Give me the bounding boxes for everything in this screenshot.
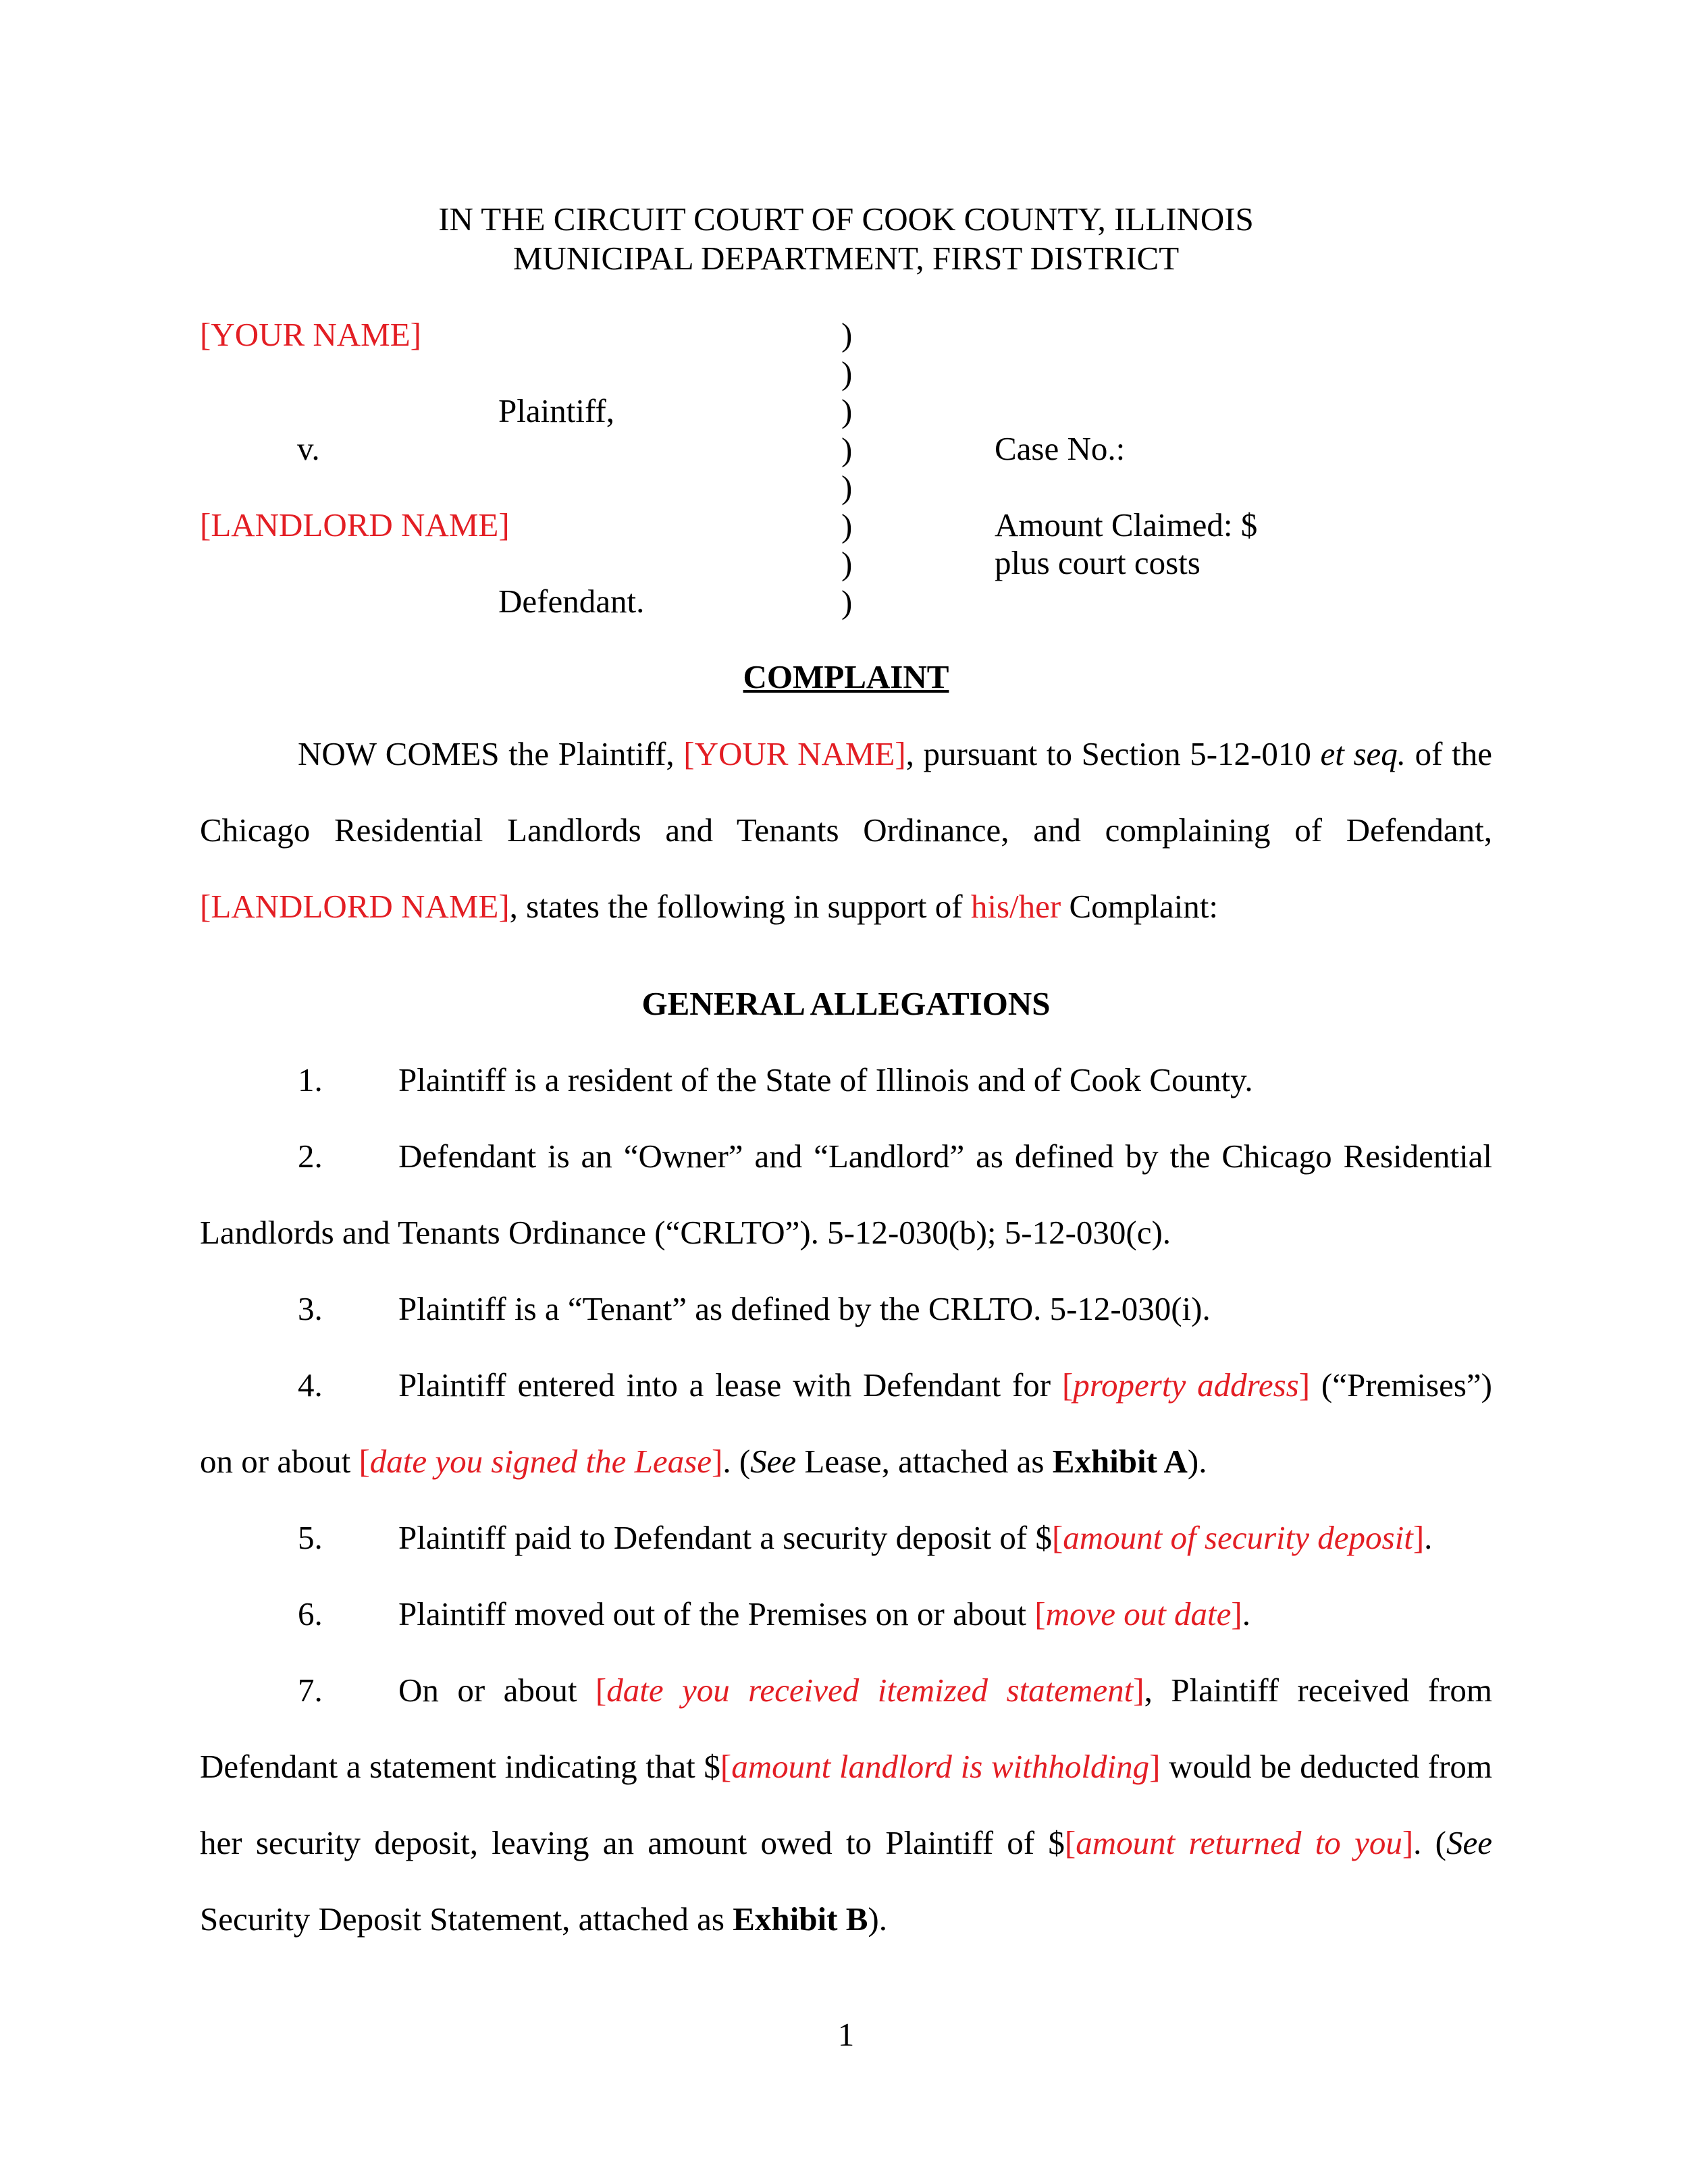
placeholder-text: ] — [1231, 1595, 1242, 1632]
placeholder-text: ] — [1149, 1748, 1161, 1785]
allegation-item — [200, 1652, 1492, 1957]
paren: ) — [841, 469, 853, 506]
text-segment: Security Deposit Statement, attached as — [200, 1900, 733, 1938]
court-name: IN THE CIRCUIT COURT OF COOK COUNTY, ILLINOIS — [438, 201, 1254, 238]
text-segment: ). — [868, 1900, 887, 1938]
page-number: 1 — [837, 2016, 855, 2053]
text-segment: See — [1446, 1824, 1492, 1861]
allegation-number: 2. — [298, 1138, 323, 1175]
text-segment: , pursuant to Section 5-12-010 — [905, 735, 1321, 772]
text-segment: Plaintiff is a resident of the State of Illinois and of Cook County. — [398, 1061, 1253, 1098]
placeholder-text: amount landlord is withholding — [731, 1748, 1150, 1785]
caption-parentheses — [841, 316, 852, 621]
placeholder-text: move out date — [1045, 1595, 1232, 1632]
allegation-item — [200, 1271, 1492, 1347]
placeholder-text: property address — [1073, 1366, 1299, 1404]
text-segment: et seq. — [1320, 735, 1406, 772]
allegation-item — [200, 1499, 1492, 1576]
placeholder-text: ] — [1413, 1519, 1425, 1556]
placeholder-text: [ — [359, 1443, 370, 1480]
paren: ) — [841, 545, 853, 582]
text-segment: Plaintiff moved out of the Premises on or about — [398, 1595, 1035, 1632]
allegation-item — [200, 1347, 1492, 1499]
placeholder-text: [ — [1051, 1519, 1063, 1556]
allegation-item — [200, 1576, 1492, 1652]
text-segment: Defendant is an “Owner” and “Landlord” as defined by the Chicago Residential Landlords and Tenants Ordinance (“CRLTO”). 5-12-030(b); 5-12-030(c). — [200, 1138, 1492, 1251]
paren: ) — [841, 583, 853, 620]
text-segment: See — [750, 1443, 797, 1480]
text-segment: , Plaintiff received from Defendant a statement indicating that $ — [200, 1672, 1492, 1785]
paren: ) — [841, 354, 853, 392]
placeholder-text: [YOUR NAME] — [683, 735, 906, 772]
court-costs-label: plus court costs — [995, 544, 1201, 581]
text-segment: . ( — [722, 1443, 751, 1480]
placeholder-text: date you signed the Lease — [369, 1443, 712, 1480]
text-segment: Lease, attached as — [796, 1443, 1053, 1480]
placeholder-text: ] — [1298, 1366, 1311, 1404]
text-segment: NOW COMES the Plaintiff, — [298, 735, 684, 772]
text-segment: , states the following in support of — [509, 888, 971, 925]
allegations-list — [200, 1042, 1492, 1957]
intro-paragraph — [200, 716, 1492, 944]
placeholder-text: ] — [712, 1443, 723, 1480]
placeholder-text: [ — [1061, 1366, 1074, 1404]
text-segment: Exhibit A — [1052, 1443, 1188, 1480]
allegation-item — [200, 1042, 1492, 1118]
text-segment: would be deducted from her security deposit, leaving an amount owed to Plaintiff of $ — [200, 1748, 1492, 1861]
text-segment: Plaintiff is a “Tenant” as defined by the CRLTO. 5-12-030(i). — [398, 1290, 1211, 1327]
allegation-number: 1. — [298, 1061, 323, 1098]
placeholder-text: his/her — [970, 888, 1061, 925]
case-number-label: Case No.: — [995, 430, 1126, 467]
paren: ) — [841, 430, 853, 468]
placeholder-text: amount of security deposit — [1063, 1519, 1413, 1556]
allegation-number: 4. — [298, 1366, 323, 1404]
placeholder-text: ] — [1133, 1672, 1144, 1709]
text-segment: Plaintiff entered into a lease with Defendant for — [398, 1366, 1062, 1404]
paren: ) — [841, 392, 853, 429]
text-segment: Complaint: — [1061, 888, 1218, 925]
text-segment: . — [1242, 1595, 1250, 1632]
defendant-label: Defendant. — [498, 583, 645, 620]
allegation-item — [200, 1118, 1492, 1271]
defendant-name: [LANDLORD NAME] — [200, 506, 510, 543]
allegation-number: 3. — [298, 1290, 323, 1327]
allegation-number: 5. — [298, 1519, 323, 1556]
paren: ) — [841, 506, 853, 544]
allegation-number: 6. — [298, 1595, 323, 1632]
text-segment: Exhibit B — [733, 1900, 868, 1938]
text-segment: . ( — [1413, 1824, 1446, 1861]
versus-label: v. — [297, 430, 320, 467]
plaintiff-label: Plaintiff, — [498, 392, 614, 429]
text-segment: (“Premises”) on or about — [200, 1366, 1492, 1480]
text-segment: of the Chicago Residential Landlords and Tenants Ordinance, and complaining of Defendant, — [200, 735, 1492, 849]
placeholder-text: [ — [1064, 1824, 1076, 1861]
allegation-number: 7. — [298, 1672, 323, 1709]
court-department: MUNICIPAL DEPARTMENT, FIRST DISTRICT — [512, 240, 1180, 277]
placeholder-text: [LANDLORD NAME] — [200, 888, 510, 925]
text-segment: . — [1424, 1519, 1433, 1556]
document-title: COMPLAINT — [743, 658, 949, 695]
placeholder-text: date you received itemized statement — [606, 1672, 1134, 1709]
amount-claimed-label: Amount Claimed: $ — [995, 506, 1258, 543]
paren: ) — [841, 316, 853, 353]
text-segment: Plaintiff paid to Defendant a security deposit of $ — [398, 1519, 1052, 1556]
placeholder-text: ] — [1402, 1824, 1414, 1861]
placeholder-text: [ — [720, 1748, 732, 1785]
plaintiff-name: [YOUR NAME] — [200, 316, 421, 353]
placeholder-text: [ — [1034, 1595, 1046, 1632]
text-segment: On or about — [398, 1672, 596, 1709]
court-header — [200, 200, 1492, 278]
section-heading: GENERAL ALLEGATIONS — [641, 985, 1051, 1022]
placeholder-text: [ — [595, 1672, 607, 1709]
placeholder-text: amount returned to you — [1076, 1824, 1402, 1861]
text-segment: ). — [1187, 1443, 1207, 1480]
